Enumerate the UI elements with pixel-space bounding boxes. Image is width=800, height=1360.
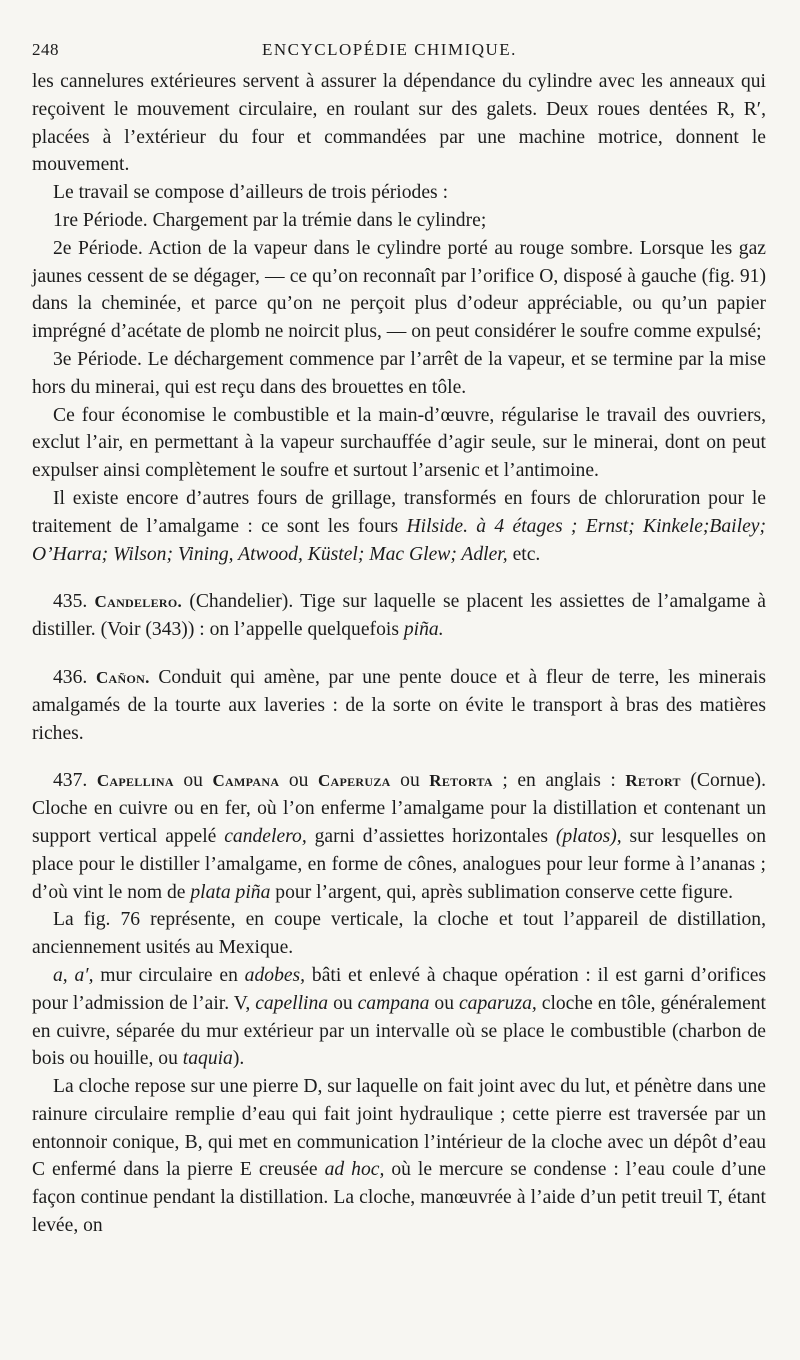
italic-text: campana (357, 992, 430, 1014)
autres-fours-text: Il existe encore d’autres fours de grillage, transformés en fours de chloruration pour le traitement de l’amalgame : ce sont les fours (32, 487, 766, 537)
entry-437 (32, 767, 766, 906)
paragraph-four-economie: Ce four économise le combustible et la main-d’œuvre, régularise le travail des ouvriers, exclut l’air, en permettant à la vapeur surchauffée d’agir seule, sur le minerai, dont on peut expulser ainsi complètement le soufre et surtout l’arsenic et l’antimoine. (32, 404, 766, 482)
body-text: où le mercure se condense : l’eau coule d’une façon continue pendant la distillation. La cloche, manœuvrée à l’aide d’un petit treuil T, étant levée, on (32, 1159, 766, 1237)
italic-text: taquia (182, 1048, 233, 1070)
body-text: La cloche repose sur une pierre D, sur laquelle on fait joint avec du lut, et pénètre dans une rainure circulaire remplie d’eau qui fait joint hydraulique ; cette pierre est traversée par un entonnoir conique, B, qui met en communication l’intérieur de la cloche avec un dépôt d’eau C enfermé dans la pierre E creusée (32, 1076, 766, 1181)
italic-text: adobes, (244, 964, 306, 986)
entry-435 (32, 588, 766, 644)
entry-italic: plata piña (190, 881, 271, 903)
body-text: cloche en tôle, généralement en cuivre, séparée du mur extérieur par un intervalle où se place le combustible (charbon de bois ou houille, ou (32, 992, 767, 1070)
entry-text: (Cornue). Cloche en cuivre ou en fer, où l’on enferme l’amalgame pour la distillation et contenant un support vertical appelé (32, 770, 766, 847)
entry-436 (32, 664, 766, 747)
entry-text: garni d’assiettes horizontales (314, 825, 548, 847)
autres-fours-names: Hilside. à 4 étages ; Ernst; Kinkele;Bailey; O’Harra; Wilson; Vining, Atwood, Küstel; Mac Glew; Adler, (32, 515, 766, 565)
paragraph-mur-circulaire (32, 962, 766, 1073)
body-text: mur circulaire en (100, 964, 238, 986)
italic-text: capellina (255, 992, 329, 1014)
italic-text: a, a′, (53, 964, 94, 986)
running-title: ENCYCLOPÉDIE CHIMIQUE. (262, 40, 517, 59)
entry-text: (Chandelier). Tige sur laquelle se placent les assiettes de l’amalgame à distiller. (Voir (343)) : on l’appelle quelquefois (32, 591, 766, 641)
entry-connector: ou (400, 770, 420, 792)
entry-text: Conduit qui amène, par une pente douce et à fleur de terre, les minerais amalgamés de la tourte aux laveries : de la sorte on évite le transport à bras des matières riches. (32, 666, 766, 744)
entry-italic: (platos), (555, 825, 622, 847)
entry-term: Retort (625, 771, 681, 791)
entry-term: Cañon. (95, 667, 150, 687)
paragraph-autres-fours (32, 485, 766, 568)
body-text: ). (232, 1048, 245, 1070)
paragraph-periode-2: 2e Période. Action de la vapeur dans le cylindre porté au rouge sombre. Lorsque les gaz jaunes cessent de se dégager, — ce qu’on reconnaît par l’orifice O, disposé à gauche (fig. 91) dans la cheminée, et parce qu’on ne perçoit plus d’odeur appréciable, ou qu’un papier imprégné d’acétate de plomb ne noircit plus, — on peut considérer le soufre comme expulsé; (32, 237, 766, 343)
paragraph-cannelures: les cannelures extérieures servent à assurer la dépendance du cylindre avec les anneaux qui reçoivent le mouvement circulaire, en roulant sur des galets. Deux roues dentées R, R′, placées à l’extérieur du four et commandées par une machine motrice, donnent le mouvement. (32, 71, 766, 176)
entry-connector: ; en anglais : (502, 770, 616, 792)
entry-term: Campana (212, 771, 280, 791)
page-header (32, 40, 766, 68)
paragraph-periode-1: 1re Période. Chargement par la trémie dans le cylindre; (53, 209, 487, 231)
entry-number: 436. (53, 666, 88, 688)
paragraph-periodes-intro: Le travail se compose d’ailleurs de trois périodes : (53, 182, 449, 204)
entry-italic: piña. (403, 619, 444, 641)
italic-text: caparuza, (458, 992, 537, 1014)
entry-term: Candelero. (94, 592, 183, 612)
paragraph-periode-3: 3e Période. Le déchargement commence par l’arrêt de la vapeur, et se termine par la mise hors du minerai, qui est reçu dans des brouettes en tôle. (32, 348, 766, 398)
italic-text: ad hoc, (324, 1159, 385, 1181)
entry-connector: ou (288, 770, 309, 792)
page-number: 248 (32, 40, 59, 59)
entry-number: 435. (53, 591, 88, 613)
body-text: bâti et enlevé à chaque opération : il est garni d’orifices pour l’admission de l’air. V, (32, 964, 767, 1014)
page-body (32, 68, 766, 1240)
paragraph-cloche (32, 1073, 766, 1240)
entry-connector: ou (183, 770, 203, 792)
paragraph-fig-76: La fig. 76 représente, en coupe verticale, la cloche et tout l’appareil de distillation, anciennement usités au Mexique. (32, 909, 766, 959)
entry-term: Retorta (429, 771, 493, 791)
autres-fours-etc: etc. (512, 543, 541, 565)
body-text: ou (434, 992, 454, 1014)
entry-term: Capellina (96, 771, 174, 791)
entry-number: 437. (53, 770, 88, 792)
entry-text: sur lesquelles on place pour le distiller l’amalgame, en forme de cônes, analogues pour leur forme à l’ananas ; d’où vint le nom de (32, 825, 767, 903)
entry-text: pour l’argent, qui, après sublimation conserve cette figure. (275, 881, 734, 903)
entry-term: Caperuza (317, 771, 391, 791)
entry-italic: candelero, (224, 825, 307, 847)
body-text: ou (333, 992, 353, 1014)
